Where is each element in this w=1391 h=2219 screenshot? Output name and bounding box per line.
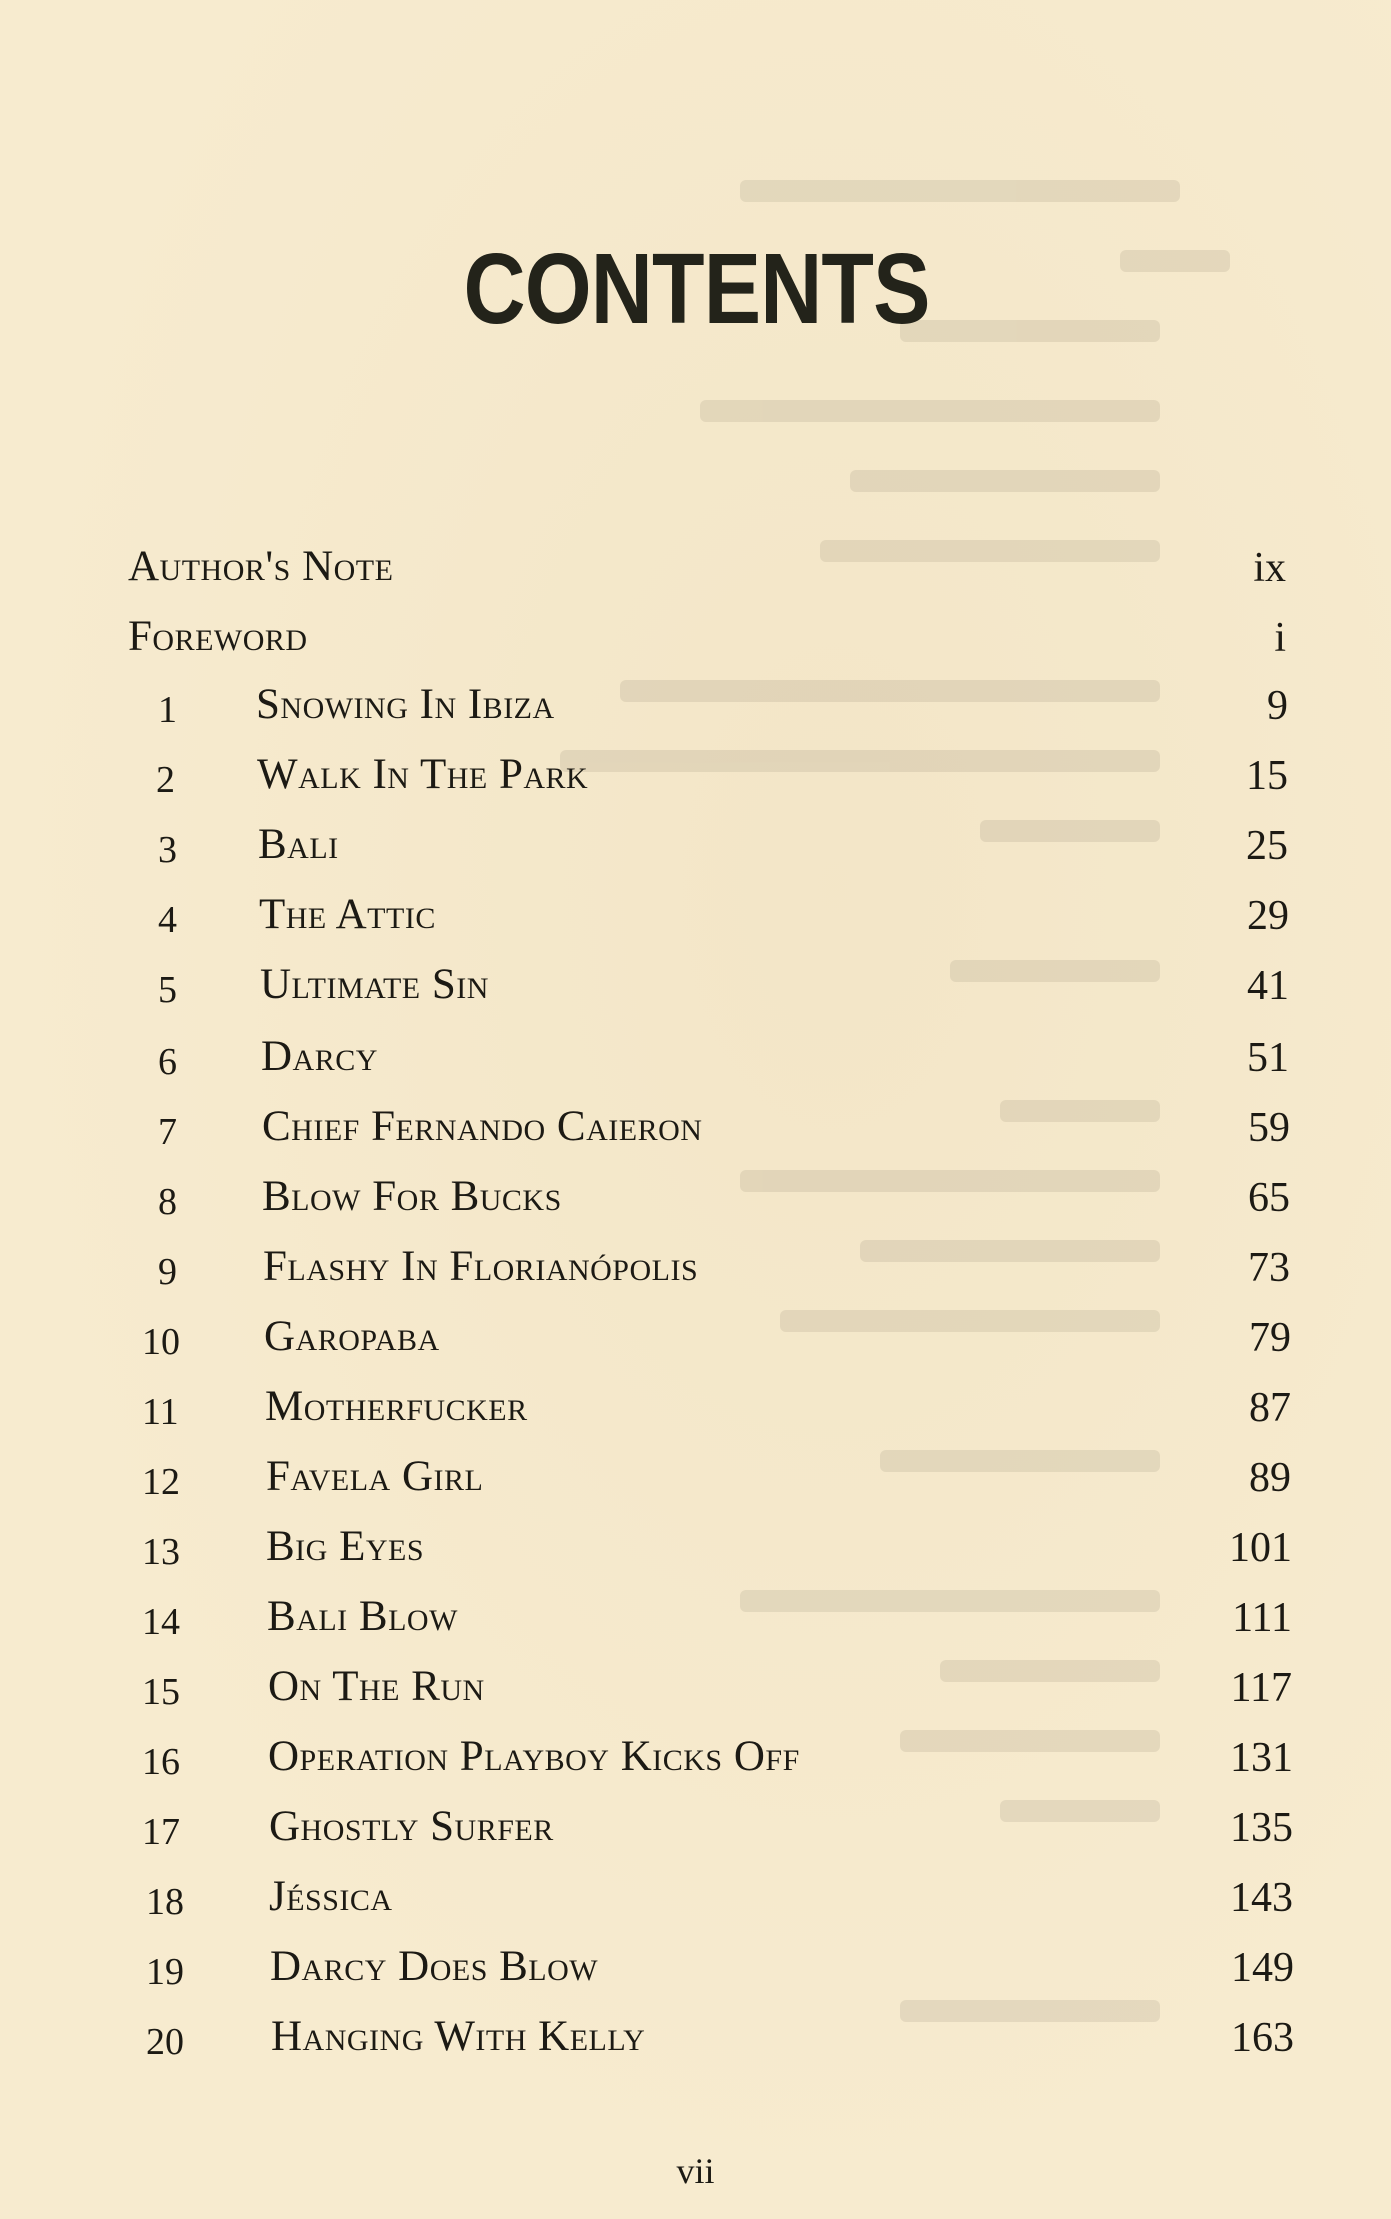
toc-entry-label: Snowing In Ibiza	[256, 681, 555, 728]
toc-entry-chapter-7[interactable]	[0, 1100, 1391, 1160]
toc-entry-label: Blow For Bucks	[262, 1173, 562, 1220]
toc-entry-label: Chief Fernando Caieron	[262, 1103, 703, 1150]
toc-entry-label: Flashy In Florianópolis	[263, 1243, 699, 1290]
toc-entry-label: The Attic	[259, 891, 436, 938]
toc-entry-page: 101	[1229, 1525, 1292, 1571]
toc-entry-label: Darcy	[261, 1033, 378, 1080]
toc-entry-chapter-20[interactable]	[0, 2010, 1391, 2070]
toc-entry-page: 15	[1246, 753, 1288, 799]
toc-entry-label: Author's Note	[128, 543, 394, 590]
toc-entry-chapter-5[interactable]	[0, 958, 1391, 1018]
toc-chapter-number: 14	[142, 1601, 180, 1643]
toc-chapter-number: 19	[146, 1951, 184, 1993]
toc-chapter-number: 7	[158, 1111, 177, 1153]
toc-entry-chapter-13[interactable]	[0, 1520, 1391, 1580]
toc-entry-chapter-16[interactable]	[0, 1730, 1391, 1790]
toc-entry-label: Bali Blow	[267, 1593, 458, 1640]
toc-entry-chapter-8[interactable]	[0, 1170, 1391, 1230]
toc-chapter-number: 12	[142, 1461, 180, 1503]
toc-entry-label: Darcy Does Blow	[270, 1943, 599, 1990]
toc-chapter-number: 10	[142, 1321, 180, 1363]
toc-entry-page: 25	[1246, 823, 1288, 869]
toc-entry-page: 163	[1231, 2015, 1294, 2061]
toc-entry-label: Favela Girl	[266, 1453, 484, 1500]
toc-entry-label: Motherfucker	[265, 1383, 528, 1430]
toc-chapter-number: 17	[142, 1811, 180, 1853]
toc-entry-authors-note[interactable]	[0, 540, 1391, 600]
toc-entry-page: 87	[1249, 1385, 1291, 1431]
toc-entry-foreword[interactable]	[0, 610, 1391, 670]
toc-entry-page: 111	[1232, 1595, 1292, 1641]
toc-chapter-number: 13	[142, 1531, 180, 1573]
toc-chapter-number: 8	[158, 1181, 177, 1223]
toc-entry-chapter-9[interactable]	[0, 1240, 1391, 1300]
page-number-folio: vii	[676, 2151, 715, 2191]
toc-entry-chapter-19[interactable]	[0, 1940, 1391, 2000]
toc-entry-chapter-17[interactable]	[0, 1800, 1391, 1860]
page-title: CONTENTS	[463, 233, 930, 345]
toc-entry-label: Hanging With Kelly	[271, 2013, 646, 2060]
toc-entry-page: 135	[1230, 1805, 1293, 1851]
toc-entry-chapter-1[interactable]	[0, 678, 1391, 738]
toc-chapter-number: 2	[156, 759, 175, 801]
toc-chapter-number: 11	[142, 1391, 179, 1433]
toc-chapter-number: 3	[158, 829, 177, 871]
toc-entry-chapter-10[interactable]	[0, 1310, 1391, 1370]
toc-entry-label: Foreword	[128, 613, 308, 660]
toc-entry-page: 89	[1249, 1455, 1291, 1501]
toc-entry-page: i	[1274, 615, 1286, 661]
toc-entry-page: 29	[1247, 893, 1289, 939]
toc-chapter-number: 15	[142, 1671, 180, 1713]
toc-entry-label: Garopaba	[264, 1313, 440, 1360]
toc-chapter-number: 16	[142, 1741, 180, 1783]
toc-entry-chapter-18[interactable]	[0, 1870, 1391, 1930]
toc-entry-page: 149	[1231, 1945, 1294, 1991]
toc-entry-chapter-12[interactable]	[0, 1450, 1391, 1510]
toc-entry-page: 143	[1230, 1875, 1293, 1921]
toc-entry-page: 73	[1248, 1245, 1290, 1291]
toc-entry-label: Ultimate Sin	[260, 961, 489, 1008]
toc-entry-page: 131	[1230, 1735, 1293, 1781]
toc-entry-label: Operation Playboy Kicks Off	[268, 1733, 800, 1780]
toc-entry-chapter-14[interactable]	[0, 1590, 1391, 1650]
toc-entry-chapter-3[interactable]	[0, 818, 1391, 878]
toc-entry-label: Ghostly Surfer	[269, 1803, 554, 1850]
toc-chapter-number: 20	[146, 2021, 184, 2063]
toc-entry-page: 9	[1267, 683, 1288, 729]
toc-entry-chapter-15[interactable]	[0, 1660, 1391, 1720]
toc-entry-label: Big Eyes	[266, 1523, 425, 1570]
toc-chapter-number: 4	[158, 899, 177, 941]
toc-entry-label: Walk In The Park	[257, 751, 589, 798]
toc-chapter-number: 6	[158, 1041, 177, 1083]
toc-entry-chapter-11[interactable]	[0, 1380, 1391, 1440]
toc-entry-page: 41	[1247, 963, 1289, 1009]
toc-entry-label: On The Run	[268, 1663, 485, 1710]
toc-entry-page: 59	[1248, 1105, 1290, 1151]
toc-chapter-number: 5	[158, 969, 177, 1011]
toc-entry-page: ix	[1253, 545, 1286, 591]
toc-entry-page: 51	[1247, 1035, 1289, 1081]
toc-entry-page: 65	[1248, 1175, 1290, 1221]
toc-chapter-number: 1	[158, 689, 177, 731]
toc-entry-page: 79	[1249, 1315, 1291, 1361]
toc-chapter-number: 9	[158, 1251, 177, 1293]
toc-chapter-number: 18	[146, 1881, 184, 1923]
toc-entry-label: Jéssica	[269, 1873, 393, 1920]
toc-entry-chapter-4[interactable]	[0, 888, 1391, 948]
toc-entry-label: Bali	[258, 821, 339, 868]
toc-entry-page: 117	[1230, 1665, 1292, 1711]
toc-entry-chapter-6[interactable]	[0, 1030, 1391, 1090]
toc-entry-chapter-2[interactable]	[0, 748, 1391, 808]
